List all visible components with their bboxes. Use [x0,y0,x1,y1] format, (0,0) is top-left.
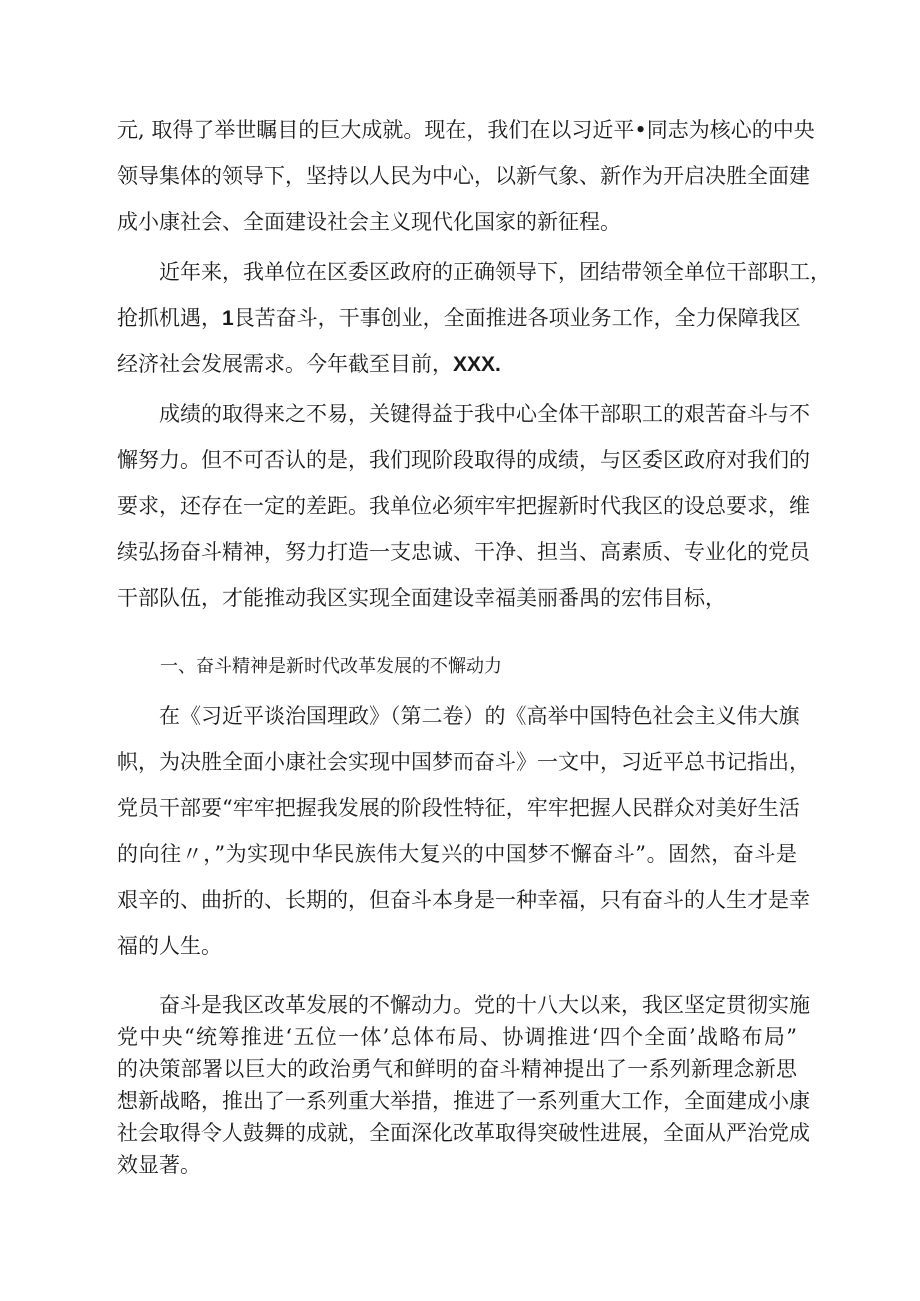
paragraph-line: 懈努力。但不可否认的是，我们现阶段取得的成绩，与区委区政府对我们的 [117,448,810,472]
paragraph-line: 的决策部署以巨大的政治勇气和鲜明的奋斗精神提出了一系列新理念新思 [117,1057,797,1081]
paragraph-line [117,341,797,387]
paragraph-line [117,295,801,341]
paragraph-line: 领导集体的领导下，坚持以人民为中心，以新气象、新作为开启决胜全面建 [117,164,810,188]
paragraph-line: 效显著。 [117,1153,201,1177]
paragraph-line: 续弘扬奋斗精神，努力打造一支忠诚、干净、担当、高素质、专业化的党员 [117,540,810,564]
paragraph-line: 在《习近平谈治国理政》（第二卷）的《高举中国特色社会主义伟大旗 [159,704,800,728]
paragraph-line: 福的人生。 [117,934,222,958]
paragraph-line: 要求，还存在一定的差距。我单位必须牢牢把握新时代我区的设总要求，维 [117,494,810,518]
bold-text-run: 1 [222,307,234,330]
paragraph-2 [117,249,831,387]
paragraph-line: 艰辛的、曲折的、长期的，但奋斗本身是一种幸福，只有奋斗的人生才是幸 [117,888,810,912]
paragraph-line: 成小康社会、全面建设社会主义现代化国家的新征程。 [117,210,621,234]
paragraph-line: 成绩的取得来之不易，关键得益于我中心全体干部职工的艰苦奋斗与不 [159,402,810,426]
paragraph-line: 社会取得令人鼓舞的成就，全面深化改革取得突破性进展，全面从严治党成 [117,1121,810,1145]
paragraph-4 [117,693,810,969]
paragraph-line: 帜，为决胜全面小康社会实现中国梦而奋斗》一文中，习近平总书记指出， [117,750,810,774]
text-run: 艮苦奋斗，干事创业，全面推进各项业务工作，全力保障我区 [233,306,801,330]
paragraph-line: 近年来，我单位在区委区政府的正确领导下，团结带领全单位干部职工， [159,260,831,284]
paragraph-3 [117,391,810,621]
bold-text-run: XXX. [453,353,501,376]
paragraph-line: 想新战略，推出了一系列重大举措，推进了一系列重大工作，全面建成小康 [117,1089,810,1113]
paragraph-line: 干部队伍，才能推动我区实现全面建设幸福美丽番禺的宏伟目标， [117,586,726,610]
paragraph-line: 元, 取得了举世瞩目的巨大成就。现在，我们在以习近平•同志为核心的中央 [117,118,815,142]
paragraph-1 [117,107,815,245]
text-run: 经济社会发展需求。今年截至目前， [117,352,453,376]
text-run: 抢抓机遇， [117,306,222,330]
paragraph-line: 党员干部要“牢牢把握我发展的阶段性特征，牢牢把握人民群众对美好生活 [117,796,800,820]
section-heading: 一、奋斗精神是新时代改革发展的不懈动力 [160,656,502,677]
paragraph-line: 党中央“统筹推进‘五位一体’总体布局、协调推进‘四个全面’战略布局” [117,1025,797,1049]
paragraph-line: 的向往〃，”为实现中华民族伟大复兴的中国梦不懈奋斗”。固然，奋斗是 [117,842,797,866]
paragraph-line: 奋斗是我区改革发展的不懈动力。党的十八大以来，我区坚定贯彻实施 [159,993,810,1017]
paragraph-5 [117,989,810,1181]
